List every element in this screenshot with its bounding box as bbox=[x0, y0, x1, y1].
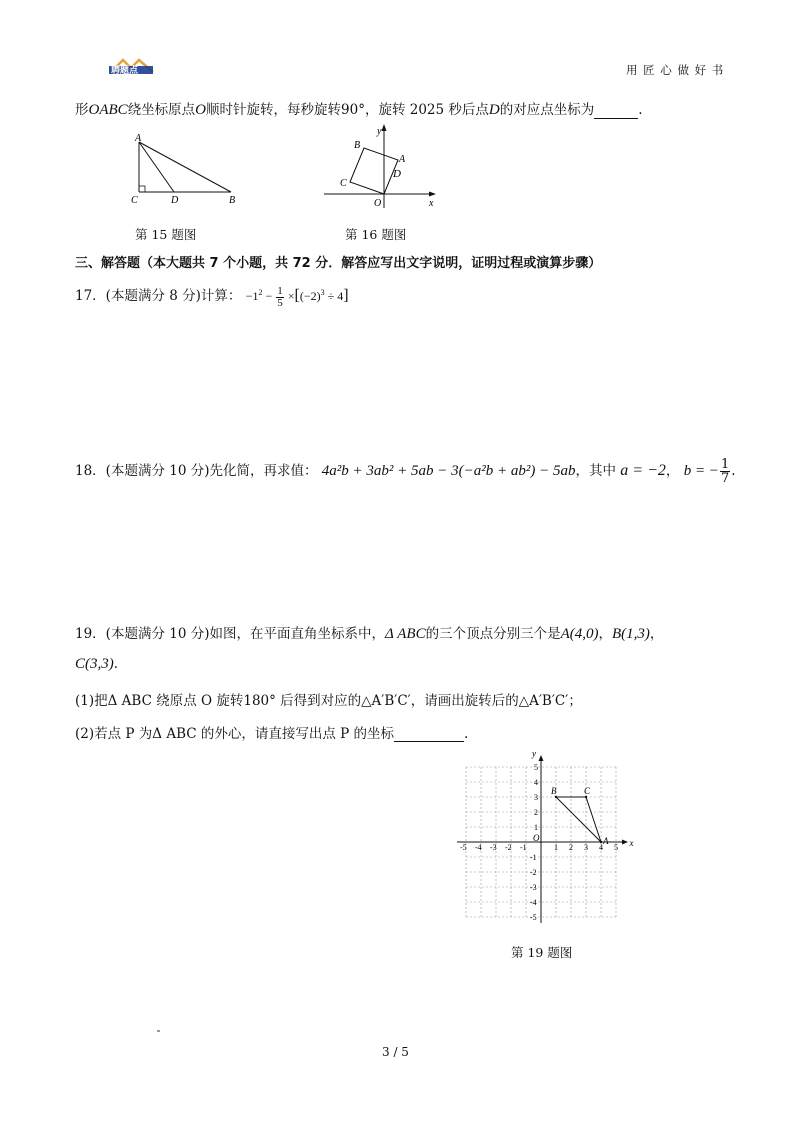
y-tick-label: 5 bbox=[534, 763, 538, 772]
fig15-label-d: D bbox=[171, 195, 179, 206]
y-tick-label: 1 bbox=[534, 823, 538, 832]
y-tick-label: -5 bbox=[530, 913, 537, 922]
y-tick-label: -3 bbox=[530, 883, 537, 892]
logo-text: 聘题点 bbox=[111, 66, 139, 76]
y-tick-label: -4 bbox=[530, 898, 537, 907]
q19-statement: 19．(本题满分 10 分)如图，在平面直角坐标系中，Δ ABC的三个顶点分别三个是A(4,0)，B(1,3)， bbox=[75, 626, 664, 642]
fig19-caption: 第 19 题图 bbox=[511, 945, 573, 960]
q18-condition-a: a = −2 bbox=[620, 462, 666, 479]
x-tick-label: 5 bbox=[614, 843, 618, 852]
x-tick-label: 3 bbox=[584, 843, 588, 852]
fig16-label-c: C bbox=[340, 178, 347, 189]
fig15-label-c: C bbox=[131, 195, 138, 206]
fig15-segment-ad bbox=[139, 142, 174, 192]
fig16-label-a: A bbox=[399, 154, 406, 165]
x-tick-label: -5 bbox=[460, 843, 467, 852]
q18-b-fraction: $\frac{1}{7}$ bbox=[720, 457, 730, 486]
fig16-caption: 第 16 题图 bbox=[345, 227, 407, 242]
q17-fraction: $\frac{1}{5}$ bbox=[277, 284, 283, 309]
y-axis-arrow bbox=[539, 755, 544, 761]
y-tick-label: 3 bbox=[534, 793, 538, 802]
q16-statement: 形OABC绕坐标原点O顺时针旋转，每秒旋转90°，旋转 2025 秒后点D的对应点坐标为 . bbox=[75, 102, 643, 118]
x-axis-arrow bbox=[622, 840, 628, 845]
figure-19-coordinate-grid bbox=[455, 748, 645, 928]
q17-expression: $-1^2$ − $\frac{1}{5}$ $\times[(-2)^3 \div 4]$ bbox=[245, 284, 349, 309]
fig16-square-oabc bbox=[350, 148, 398, 194]
x-axis-label: x bbox=[629, 838, 634, 848]
point-c bbox=[585, 796, 587, 798]
figure-15 bbox=[125, 130, 250, 210]
point-label-b: B bbox=[551, 786, 557, 796]
fig16-label-o: O bbox=[374, 198, 382, 209]
point-label-a: A bbox=[603, 836, 609, 846]
y-axis-label: y bbox=[532, 748, 536, 759]
x-tick-label: -2 bbox=[505, 843, 512, 852]
q17-statement: 17．(本题满分 8 分)计算： $-1^2$ − $\frac{1}{5}$ $\times[(-2)^3 \div 4]$ bbox=[75, 284, 349, 309]
fig15-side-ab bbox=[139, 142, 231, 192]
y-tick-label: -2 bbox=[530, 868, 537, 877]
q19-point-c: C(3,3). bbox=[75, 656, 119, 672]
point-a bbox=[600, 841, 602, 843]
section3-heading: 三、解答题（本大题共 7 个小题，共 72 分．解答应写出文字说明，证明过程或演算步骤） bbox=[75, 256, 602, 271]
y-tick-label: 4 bbox=[534, 778, 538, 787]
figure-16 bbox=[322, 122, 447, 214]
q19-part1: (1)把Δ ABC 绕原点 O 旋转180° 后得到对应的△A′B′C′，请画出旋转后的△A′B′C′； bbox=[75, 693, 582, 709]
q18-expression: 4a²b + 3ab² + 5ab − 3(−a²b + ab²) − 5ab bbox=[321, 463, 576, 479]
fig15-caption: 第 15 题图 bbox=[135, 227, 197, 242]
x-tick-label: -3 bbox=[490, 843, 497, 852]
answer-blank-19[interactable] bbox=[394, 727, 464, 742]
header-logo bbox=[109, 56, 155, 76]
fig15-label-b: B bbox=[229, 195, 236, 206]
point-label-c: C bbox=[584, 786, 591, 796]
q18-condition-b: b = − bbox=[683, 463, 719, 479]
fig16-label-d: D bbox=[393, 168, 401, 180]
x-tick-label: -4 bbox=[475, 843, 482, 852]
fig16-label-b: B bbox=[354, 140, 361, 151]
x-tick-label: 1 bbox=[554, 843, 558, 852]
fig15-label-a: A bbox=[135, 133, 142, 144]
q18-statement: 18．(本题满分 10 分)先化简，再求值： 4a²b + 3ab² + 5ab − 3(−a²b + ab²) − 5ab，其中 a = −2， b = − $\frac{1}{7}$ . bbox=[75, 457, 736, 486]
point-b bbox=[555, 796, 557, 798]
x-tick-label: -1 bbox=[520, 843, 527, 852]
triangle-abc bbox=[556, 797, 601, 842]
stray-mark bbox=[157, 1030, 160, 1032]
y-tick-label: -1 bbox=[530, 853, 537, 862]
fig16-y-arrow bbox=[382, 124, 387, 131]
q19-part2: (2)若点 P 为Δ ABC 的外心，请直接写出点 P 的坐标 . bbox=[75, 726, 469, 742]
x-tick-label: 2 bbox=[569, 843, 573, 852]
fig16-label-y: y bbox=[377, 126, 382, 137]
fig15-right-angle bbox=[139, 186, 145, 192]
y-tick-label: 2 bbox=[534, 808, 538, 817]
x-tick-label: 4 bbox=[599, 843, 603, 852]
origin-label: O bbox=[533, 833, 540, 843]
fig16-label-x: x bbox=[429, 198, 434, 209]
page-number: 3 / 5 bbox=[382, 1045, 409, 1059]
fig16-x-arrow bbox=[429, 192, 436, 197]
header-motto: 用 匠 心 做 好 书 bbox=[626, 63, 725, 77]
answer-blank-16[interactable] bbox=[594, 104, 638, 119]
